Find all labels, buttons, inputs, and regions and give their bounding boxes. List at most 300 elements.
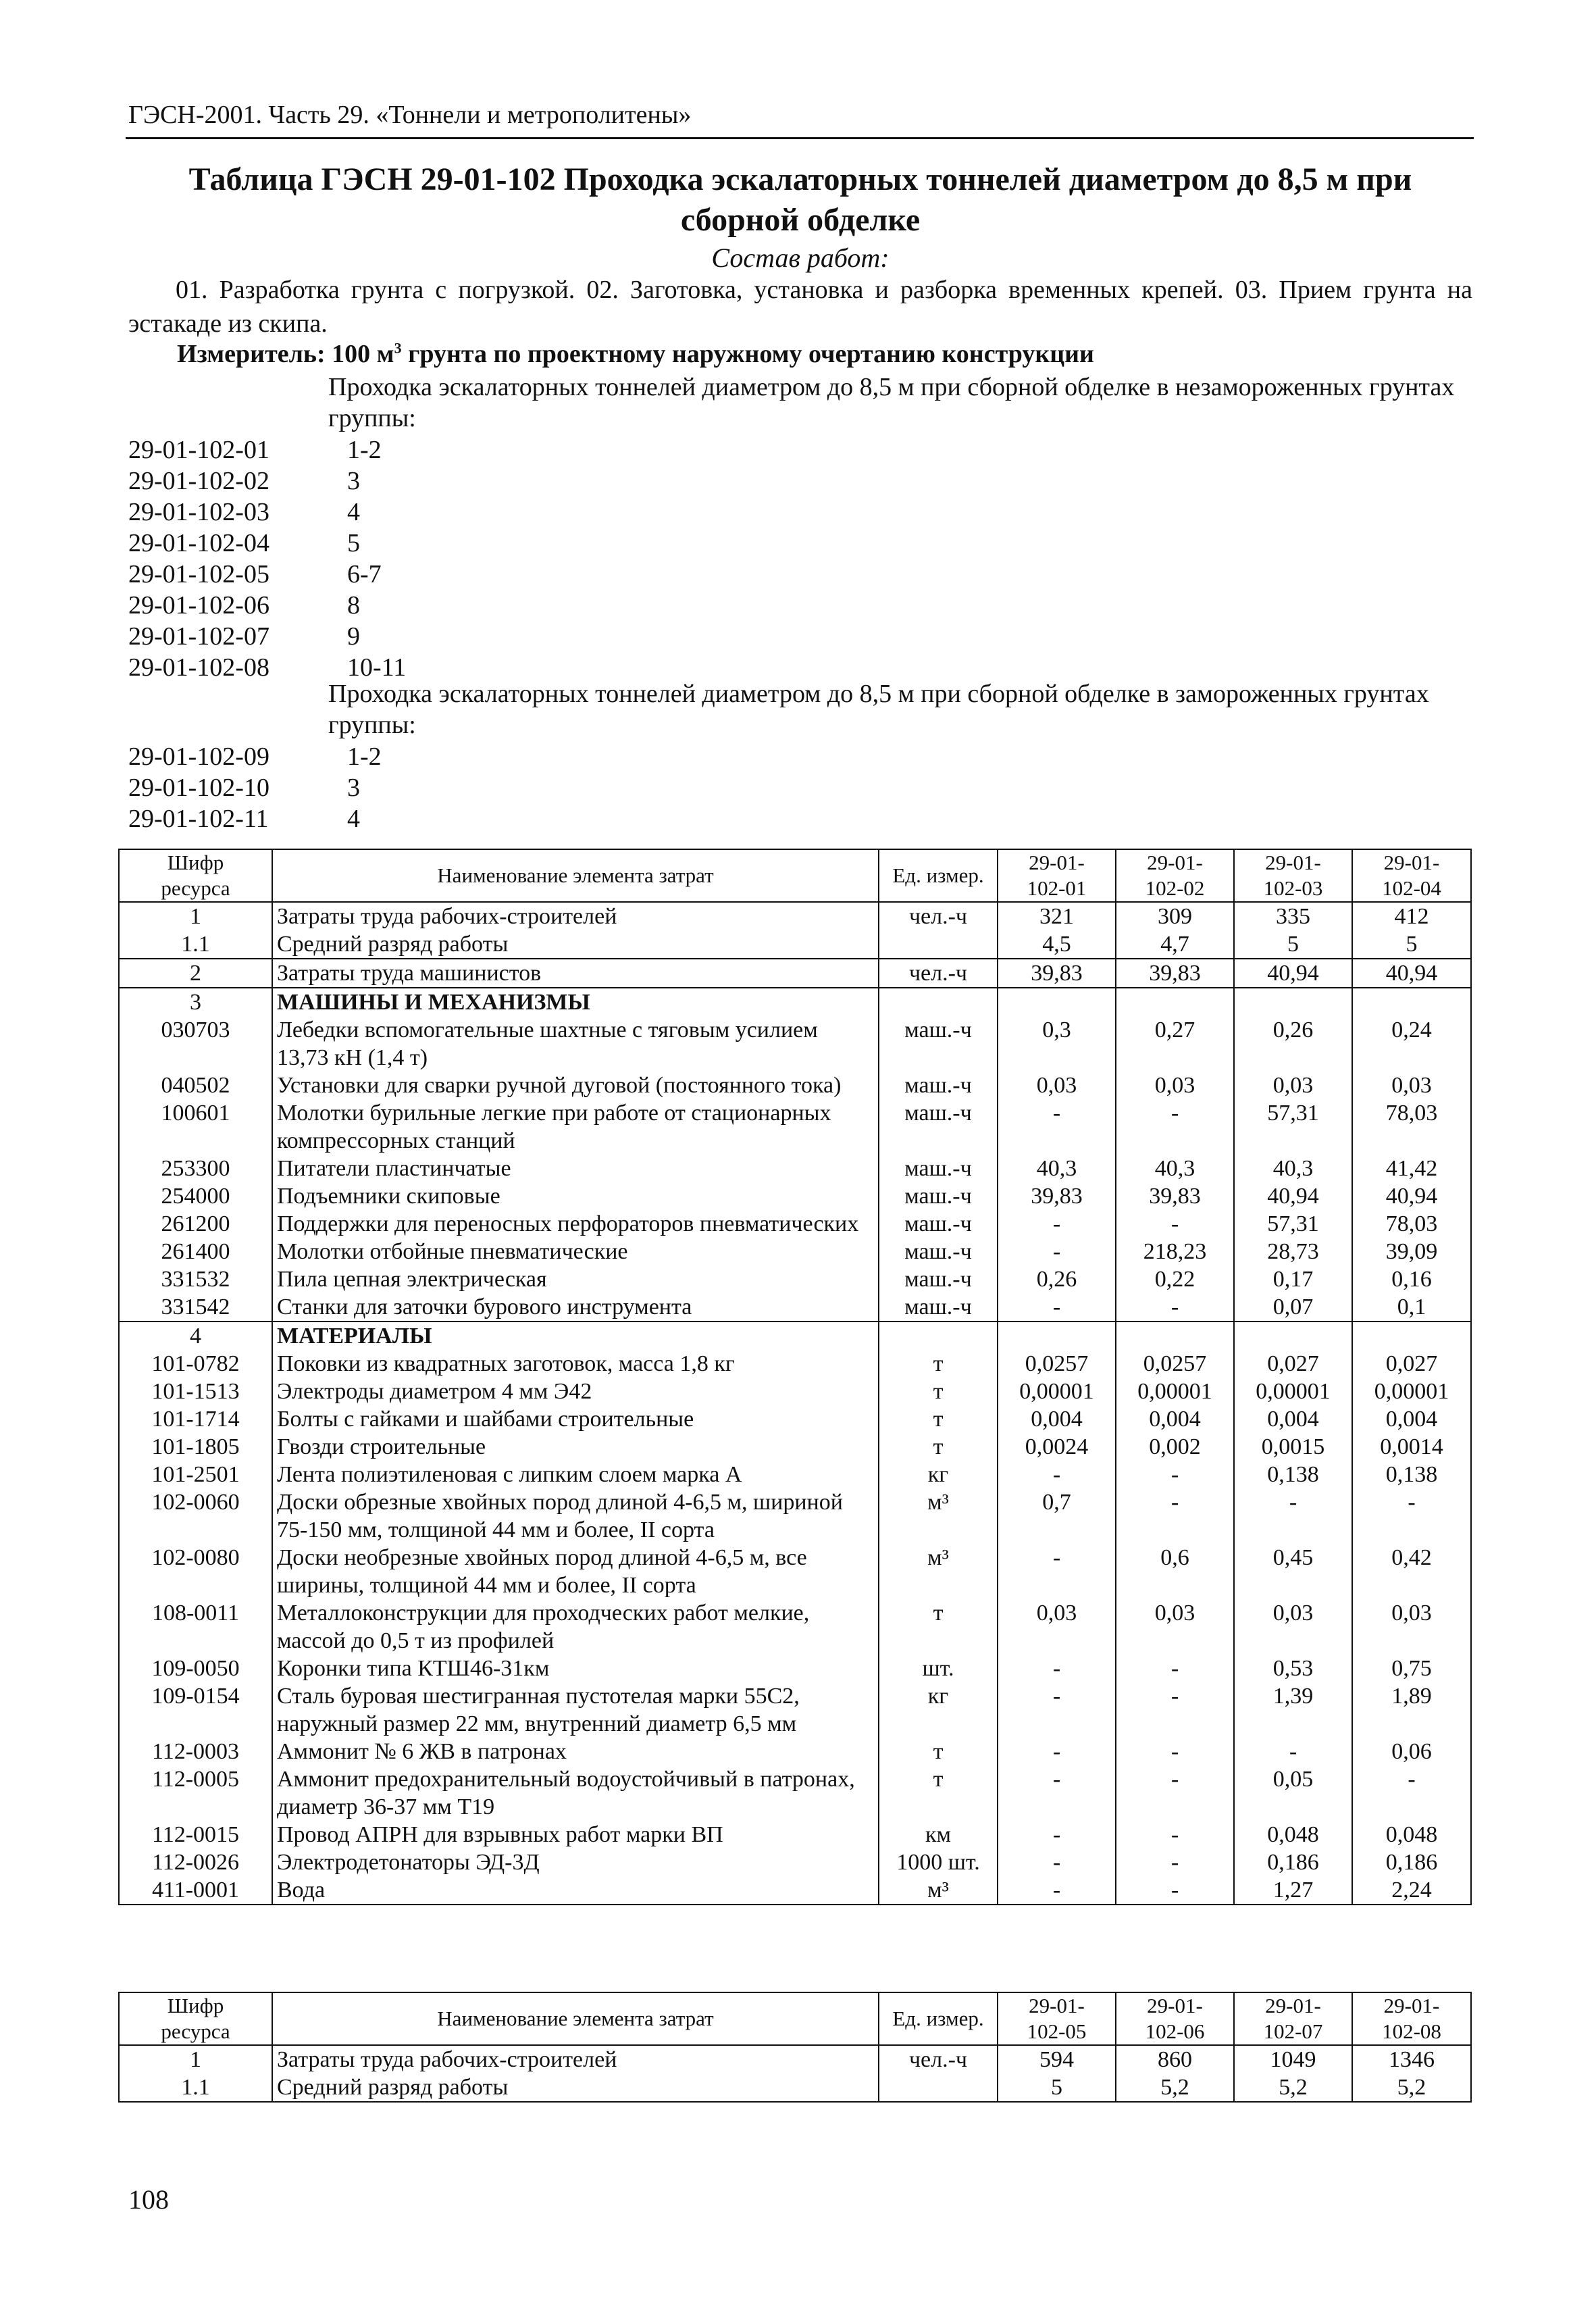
cell-value: 0,03 [1116, 1072, 1234, 1099]
cell-value: 335 [1234, 902, 1352, 930]
soil-group: 1-2 [347, 436, 382, 464]
cell-value [1352, 988, 1471, 1016]
cell-unit: 1000 шт. [879, 1848, 998, 1876]
cell-code: 108-0011 [119, 1599, 272, 1655]
code-line [128, 466, 360, 497]
cell-value: 1346 [1352, 2045, 1471, 2073]
cell-value: 78,03 [1352, 1210, 1471, 1238]
cell-value: 0,048 [1352, 1821, 1471, 1848]
cell-code: 112-0005 [119, 1765, 272, 1821]
cell-value: 0,53 [1234, 1655, 1352, 1682]
table-row [119, 1848, 1471, 1876]
group2-intro: Проходка эскалаторных тоннелей диаметром до 8,5 м при сборной обделке в замороженных грунтах группы: [328, 680, 1429, 739]
meter-sup: 3 [394, 339, 402, 357]
table-row [119, 1182, 1471, 1210]
cell-value: - [998, 1765, 1116, 1821]
cell-code: 1 [119, 2045, 272, 2073]
cell-value: - [1116, 1488, 1234, 1544]
cell-unit: т [879, 1350, 998, 1378]
cell-value: 5,2 [1352, 2073, 1471, 2102]
cell-unit: км [879, 1821, 998, 1848]
cell-name: Поддержки для переносных перфораторов пневматических [272, 1210, 879, 1238]
cell-value: 412 [1352, 902, 1471, 930]
code-line [128, 434, 382, 466]
cell-value: 39,83 [1116, 1182, 1234, 1210]
cell-value: 0,75 [1352, 1655, 1471, 1682]
cell-unit: чел.-ч [879, 959, 998, 988]
cell-unit: т [879, 1405, 998, 1433]
header-col-5: 29-01- 102-05 [998, 1992, 1116, 2045]
cell-value [1116, 988, 1234, 1016]
norm-code: 29-01-102-03 [128, 498, 269, 526]
cell-name: Металлоконструкции для проходческих работ мелкие, массой до 0,5 т из профилей [272, 1599, 879, 1655]
soil-group: 5 [347, 529, 360, 557]
norm-code: 29-01-102-04 [128, 529, 269, 557]
cell-unit: маш.-ч [879, 1099, 998, 1155]
cell-value: 39,09 [1352, 1238, 1471, 1265]
header-name: Наименование элемента затрат [272, 849, 879, 902]
cell-value: 0,24 [1352, 1016, 1471, 1072]
cell-value [1116, 1322, 1234, 1350]
cell-code: 101-1805 [119, 1433, 272, 1461]
cell-value: - [1234, 1488, 1352, 1544]
norm-code: 29-01-102-08 [128, 653, 269, 682]
cell-unit: м³ [879, 1876, 998, 1905]
cell-value: - [998, 1682, 1116, 1738]
header-col-6: 29-01- 102-06 [1116, 1992, 1234, 2045]
cell-value: 40,3 [998, 1155, 1116, 1182]
norm-code: 29-01-102-07 [128, 622, 269, 651]
cell-value: - [998, 1238, 1116, 1265]
cell-value: 0,07 [1234, 1293, 1352, 1322]
cell-unit: т [879, 1738, 998, 1765]
cell-value: 0,03 [998, 1072, 1116, 1099]
cell-value: 218,23 [1116, 1238, 1234, 1265]
soil-group: 1-2 [347, 743, 382, 771]
cell-code: 4 [119, 1322, 272, 1350]
cell-value: 5,2 [1116, 2073, 1234, 2102]
meter-line [177, 339, 1094, 369]
cell-name: Болты с гайками и шайбами строительные [272, 1405, 879, 1433]
table-row [119, 1016, 1471, 1072]
code-line [128, 497, 360, 528]
table-row [119, 1461, 1471, 1488]
cell-value: 0,00001 [1116, 1378, 1234, 1405]
cell-unit: чел.-ч [879, 902, 998, 930]
code-line [128, 559, 382, 590]
cell-name: Лента полиэтиленовая с липким слоем марка А [272, 1461, 879, 1488]
header-unit: Ед. измер. [879, 849, 998, 902]
table-row [119, 1293, 1471, 1322]
cell-unit: кг [879, 1461, 998, 1488]
cell-unit: м³ [879, 1544, 998, 1599]
norm-code: 29-01-102-11 [128, 805, 269, 833]
cell-name: МАШИНЫ И МЕХАНИЗМЫ [272, 988, 879, 1016]
header-unit: Ед. измер. [879, 1992, 998, 2045]
table-row [119, 1210, 1471, 1238]
cell-value: 28,73 [1234, 1238, 1352, 1265]
cell-value: - [1352, 1765, 1471, 1821]
soil-group: 4 [347, 805, 360, 833]
cell-value: 0,004 [1234, 1405, 1352, 1433]
running-header: ГЭСН-2001. Часть 29. «Тоннели и метрополитены» [128, 101, 692, 129]
table-row [119, 1322, 1471, 1350]
cell-value: 0,42 [1352, 1544, 1471, 1599]
cell-value: - [998, 1099, 1116, 1155]
cell-value: 0,6 [1116, 1544, 1234, 1599]
table-row [119, 1544, 1471, 1599]
cell-name: Поковки из квадратных заготовок, масса 1,8 кг [272, 1350, 879, 1378]
cell-value: 0,06 [1352, 1738, 1471, 1765]
cell-name: Питатели пластинчатые [272, 1155, 879, 1182]
cell-value: 0,3 [998, 1016, 1116, 1072]
cell-name: Пила цепная электрическая [272, 1265, 879, 1293]
cell-value: - [1116, 1655, 1234, 1682]
cell-value: 0,027 [1352, 1350, 1471, 1378]
cell-value: 40,3 [1116, 1155, 1234, 1182]
cell-value [1234, 988, 1352, 1016]
cell-value: 57,31 [1234, 1210, 1352, 1238]
cell-value: 0,03 [1234, 1072, 1352, 1099]
cell-value: 0,16 [1352, 1265, 1471, 1293]
cell-unit: т [879, 1433, 998, 1461]
soil-group: 8 [347, 591, 360, 620]
soil-group: 6-7 [347, 560, 382, 588]
cell-value: 0,03 [1234, 1599, 1352, 1655]
cell-name: Коронки типа КТШ46-31км [272, 1655, 879, 1682]
table-row [119, 1738, 1471, 1765]
cell-value: 0,27 [1116, 1016, 1234, 1072]
cell-value: 0,26 [998, 1265, 1116, 1293]
cell-name: Затраты труда рабочих-строителей [272, 2045, 879, 2073]
cell-value: 39,83 [998, 1182, 1116, 1210]
cell-name: МАТЕРИАЛЫ [272, 1322, 879, 1350]
cell-code: 040502 [119, 1072, 272, 1099]
norm-code: 29-01-102-10 [128, 774, 269, 802]
cell-value: 0,048 [1234, 1821, 1352, 1848]
cell-value: 0,004 [1116, 1405, 1234, 1433]
cell-code: 2 [119, 959, 272, 988]
cell-unit [879, 2073, 998, 2102]
cell-value: 0,004 [1352, 1405, 1471, 1433]
cell-value: - [1352, 1488, 1471, 1544]
cell-value: 39,83 [998, 959, 1116, 988]
cell-code: 261400 [119, 1238, 272, 1265]
cell-value [1234, 1322, 1352, 1350]
code-line [128, 741, 382, 772]
cell-value: - [1116, 1293, 1234, 1322]
cell-value: 0,138 [1352, 1461, 1471, 1488]
cell-value: 1,89 [1352, 1682, 1471, 1738]
cell-name: Провод АПРН для взрывных работ марки ВП [272, 1821, 879, 1848]
table-row [119, 1155, 1471, 1182]
cell-code: 101-0782 [119, 1350, 272, 1378]
code-line [128, 621, 360, 652]
cell-code: 100601 [119, 1099, 272, 1155]
table-header-row [119, 1992, 1471, 2045]
cell-name: Установки для сварки ручной дуговой (постоянного тока) [272, 1072, 879, 1099]
cell-name: Молотки отбойные пневматические [272, 1238, 879, 1265]
table-row [119, 1821, 1471, 1848]
cell-value: - [1116, 1821, 1234, 1848]
cell-unit: маш.-ч [879, 1210, 998, 1238]
header-code: Шифр ресурса [119, 849, 272, 902]
norm-code: 29-01-102-06 [128, 591, 269, 620]
cell-value: - [998, 1210, 1116, 1238]
table-row [119, 1765, 1471, 1821]
cell-value: - [1116, 1099, 1234, 1155]
cell-value: 5 [1234, 930, 1352, 959]
cell-name: Затраты труда машинистов [272, 959, 879, 988]
soil-group: 3 [347, 774, 360, 802]
cell-value: - [998, 1655, 1116, 1682]
soil-group: 9 [347, 622, 360, 651]
cell-code: 030703 [119, 1016, 272, 1072]
cell-value: 0,03 [998, 1599, 1116, 1655]
cell-code: 331542 [119, 1293, 272, 1322]
header-col-7: 29-01- 102-07 [1234, 1992, 1352, 2045]
cell-value: 4,7 [1116, 930, 1234, 959]
table-row [119, 1682, 1471, 1738]
cell-value: 1,39 [1234, 1682, 1352, 1738]
cell-value: 40,94 [1352, 1182, 1471, 1210]
cell-name: Сталь буровая шестигранная пустотелая марки 55С2, наружный размер 22 мм, внутренний диаметр 6,5 мм [272, 1682, 879, 1738]
cell-code: 112-0026 [119, 1848, 272, 1876]
table-row [119, 1072, 1471, 1099]
cell-name: Затраты труда рабочих-строителей [272, 902, 879, 930]
cell-name: Доски необрезные хвойных пород длиной 4-6,5 м, все ширины, толщиной 44 мм и более, II сорта [272, 1544, 879, 1599]
code-line [128, 528, 360, 559]
header-col-3: 29-01- 102-03 [1234, 849, 1352, 902]
table-row [119, 1405, 1471, 1433]
table-row [119, 1876, 1471, 1905]
cell-value: 0,138 [1234, 1461, 1352, 1488]
cell-value: 0,45 [1234, 1544, 1352, 1599]
cell-value: 0,05 [1234, 1765, 1352, 1821]
cell-unit [879, 988, 998, 1016]
table-row [119, 1350, 1471, 1378]
cell-code: 1 [119, 902, 272, 930]
cell-code: 102-0060 [119, 1488, 272, 1544]
soil-group: 10-11 [347, 653, 407, 682]
cell-code: 3 [119, 988, 272, 1016]
cell-value: 860 [1116, 2045, 1234, 2073]
cell-code: 101-1513 [119, 1378, 272, 1405]
cell-value: 1049 [1234, 2045, 1352, 2073]
cell-value: 0,002 [1116, 1433, 1234, 1461]
meter-label: Измеритель: 100 м [177, 340, 394, 368]
cell-name: Вода [272, 1876, 879, 1905]
table-title-line-1: Таблица ГЭСН 29-01-102 Проходка эскалаторных тоннелей диаметром до 8,5 м при [188, 161, 1412, 197]
table-header-row [119, 849, 1471, 902]
cell-value: - [1234, 1738, 1352, 1765]
header-col-1: 29-01- 102-01 [998, 849, 1116, 902]
header-col-8: 29-01- 102-08 [1352, 1992, 1471, 2045]
norm-code: 29-01-102-05 [128, 560, 269, 588]
cell-value: - [1116, 1461, 1234, 1488]
cell-value: 0,03 [1116, 1599, 1234, 1655]
cell-code: 101-2501 [119, 1461, 272, 1488]
cell-value: 0,0257 [1116, 1350, 1234, 1378]
cell-value: - [1116, 1682, 1234, 1738]
cell-code: 102-0080 [119, 1544, 272, 1599]
cell-unit: маш.-ч [879, 1182, 998, 1210]
cell-value: 1,27 [1234, 1876, 1352, 1905]
cell-value: 0,03 [1352, 1599, 1471, 1655]
composition-label: Состав работ: [711, 243, 890, 273]
cell-value: - [1116, 1848, 1234, 1876]
norm-code: 29-01-102-01 [128, 436, 269, 464]
resource-table-1 [118, 849, 1472, 1905]
cell-value: 0,0024 [998, 1433, 1116, 1461]
cell-value: 0,027 [1234, 1350, 1352, 1378]
cell-value: 0,0014 [1352, 1433, 1471, 1461]
code-line [128, 772, 360, 803]
cell-value: 5 [998, 2073, 1116, 2102]
cell-unit: т [879, 1765, 998, 1821]
cell-value: 40,94 [1234, 959, 1352, 988]
cell-code: 261200 [119, 1210, 272, 1238]
cell-unit: кг [879, 1682, 998, 1738]
meter-rest: грунта по проектному наружному очертанию конструкции [401, 340, 1094, 368]
cell-code: 1.1 [119, 930, 272, 959]
cell-value [1352, 1322, 1471, 1350]
cell-unit: маш.-ч [879, 1016, 998, 1072]
cell-code: 112-0015 [119, 1821, 272, 1848]
cell-code: 1.1 [119, 2073, 272, 2102]
cell-value: 321 [998, 902, 1116, 930]
cell-value: 78,03 [1352, 1099, 1471, 1155]
table-row [119, 1099, 1471, 1155]
code-line [128, 803, 360, 834]
cell-value: 0,17 [1234, 1265, 1352, 1293]
cell-value: - [1116, 1876, 1234, 1905]
header-code: Шифр ресурса [119, 1992, 272, 2045]
cell-value: 0,0015 [1234, 1433, 1352, 1461]
cell-value: - [998, 1461, 1116, 1488]
cell-value: - [998, 1876, 1116, 1905]
cell-code: 101-1714 [119, 1405, 272, 1433]
cell-value: - [998, 1821, 1116, 1848]
cell-value: 0,1 [1352, 1293, 1471, 1322]
cell-unit [879, 930, 998, 959]
cell-value: 0,00001 [1352, 1378, 1471, 1405]
cell-value: 0,00001 [1234, 1378, 1352, 1405]
table-row [119, 1433, 1471, 1461]
cell-name: Молотки бурильные легкие при работе от стационарных компрессорных станций [272, 1099, 879, 1155]
cell-value: 0,7 [998, 1488, 1116, 1544]
cell-value: 0,0257 [998, 1350, 1116, 1378]
cell-unit: шт. [879, 1655, 998, 1682]
cell-unit: маш.-ч [879, 1072, 998, 1099]
cell-value: 0,186 [1352, 1848, 1471, 1876]
resource-table-2 [118, 1992, 1472, 2103]
cell-value [998, 1322, 1116, 1350]
cell-unit: м³ [879, 1488, 998, 1544]
page-number: 108 [128, 2184, 169, 2215]
cell-code: 411-0001 [119, 1876, 272, 1905]
soil-group: 3 [347, 467, 360, 495]
cell-unit: маш.-ч [879, 1293, 998, 1322]
cell-value: 40,3 [1234, 1155, 1352, 1182]
table-title-line-2: сборной обделке [680, 202, 921, 238]
table-row [119, 902, 1471, 930]
cell-unit: маш.-ч [879, 1155, 998, 1182]
table-row [119, 1265, 1471, 1293]
table-row [119, 1378, 1471, 1405]
cell-value: - [998, 1293, 1116, 1322]
cell-name: Гвозди строительные [272, 1433, 879, 1461]
cell-name: Электродетонаторы ЭД-3Д [272, 1848, 879, 1876]
cell-value: 309 [1116, 902, 1234, 930]
header-rule [126, 137, 1474, 139]
cell-unit: маш.-ч [879, 1265, 998, 1293]
cell-value: 594 [998, 2045, 1116, 2073]
norm-code: 29-01-102-09 [128, 743, 269, 771]
code-line [128, 590, 360, 621]
cell-value: 40,94 [1352, 959, 1471, 988]
cell-name: Аммонит предохранительный водоустойчивый в патронах, диаметр 36-37 мм Т19 [272, 1765, 879, 1821]
cell-value: 2,24 [1352, 1876, 1471, 1905]
table-row [119, 1238, 1471, 1265]
cell-name: Станки для заточки бурового инструмента [272, 1293, 879, 1322]
cell-code: 331532 [119, 1265, 272, 1293]
table-row [119, 959, 1471, 988]
cell-value: - [1116, 1210, 1234, 1238]
composition-text: 01. Разработка грунта с погрузкой. 02. Заготовка, установка и разборка временных крепей. 03. Прием грунта на эстакаде из скипа. [128, 276, 1472, 338]
table-row [119, 2045, 1471, 2073]
cell-unit: т [879, 1599, 998, 1655]
cell-name: Подъемники скиповые [272, 1182, 879, 1210]
cell-value: 41,42 [1352, 1155, 1471, 1182]
cell-value: 0,004 [998, 1405, 1116, 1433]
cell-value: 0,03 [1352, 1072, 1471, 1099]
cell-value: 0,26 [1234, 1016, 1352, 1072]
norm-code: 29-01-102-02 [128, 467, 269, 495]
cell-code: 112-0003 [119, 1738, 272, 1765]
cell-unit [879, 1322, 998, 1350]
table-row [119, 988, 1471, 1016]
table-row [119, 2073, 1471, 2102]
cell-unit: т [879, 1378, 998, 1405]
cell-code: 109-0050 [119, 1655, 272, 1682]
cell-value: - [1116, 1765, 1234, 1821]
cell-value: 5,2 [1234, 2073, 1352, 2102]
cell-value: - [998, 1738, 1116, 1765]
cell-code: 254000 [119, 1182, 272, 1210]
cell-value: 4,5 [998, 930, 1116, 959]
cell-value: 5 [1352, 930, 1471, 959]
table-row [119, 1488, 1471, 1544]
header-col-4: 29-01- 102-04 [1352, 849, 1471, 902]
cell-value: - [998, 1848, 1116, 1876]
cell-value: 57,31 [1234, 1099, 1352, 1155]
cell-value: - [998, 1544, 1116, 1599]
cell-name: Средний разряд работы [272, 2073, 879, 2102]
header-name: Наименование элемента затрат [272, 1992, 879, 2045]
cell-name: Аммонит № 6 ЖВ в патронах [272, 1738, 879, 1765]
group1-intro: Проходка эскалаторных тоннелей диаметром до 8,5 м при сборной обделке в незамороженных грунтах группы: [328, 373, 1455, 432]
cell-value: 0,186 [1234, 1848, 1352, 1876]
soil-group: 4 [347, 498, 360, 526]
cell-name: Доски обрезные хвойных пород длиной 4-6,5 м, шириной 75-150 мм, толщиной 44 мм и более, II сорта [272, 1488, 879, 1544]
table-row [119, 930, 1471, 959]
cell-name: Средний разряд работы [272, 930, 879, 959]
cell-value: 0,00001 [998, 1378, 1116, 1405]
cell-code: 109-0154 [119, 1682, 272, 1738]
cell-unit: чел.-ч [879, 2045, 998, 2073]
cell-value: 40,94 [1234, 1182, 1352, 1210]
